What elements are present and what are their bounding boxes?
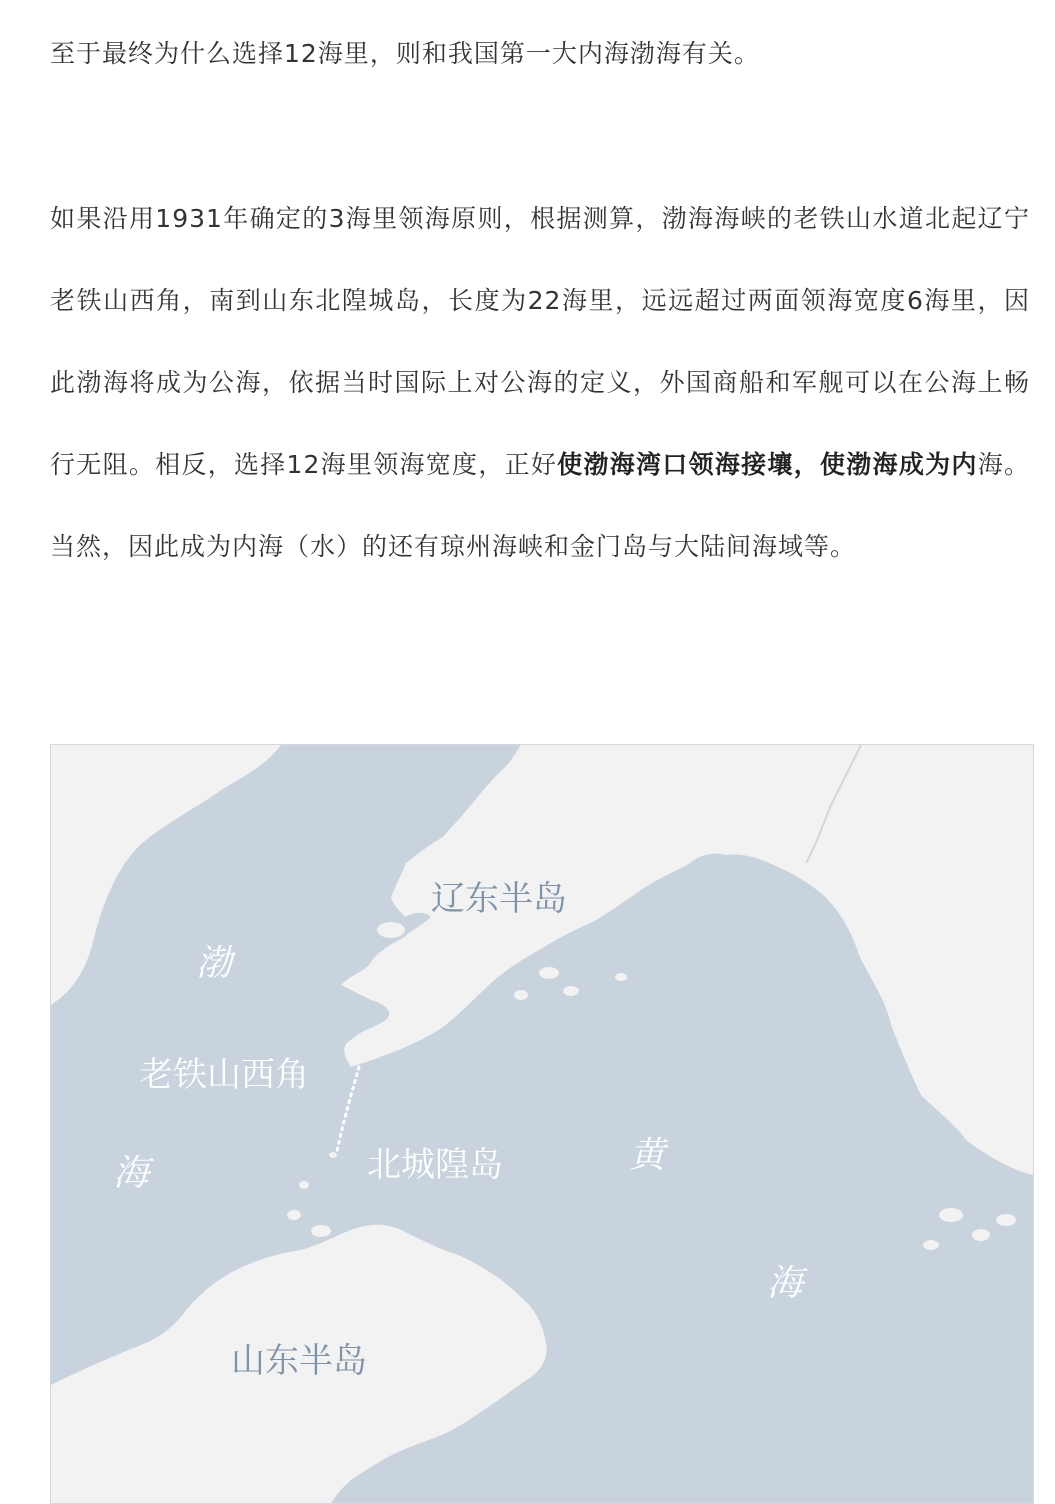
- paragraph-bold-text: 使渤海湾口领海接壤，使渤海成为内: [557, 450, 978, 479]
- label-yellowsea-hai: 海: [767, 1263, 804, 1304]
- label-beichenghuang-island: 北城隍岛: [367, 1145, 503, 1185]
- label-laotieshan-cape: 老铁山西角: [139, 1055, 309, 1095]
- island: [563, 986, 579, 996]
- island: [939, 1208, 963, 1222]
- paragraph-text-part2: 海。当然，因此成为内海（水）的还有琼州海峡和金门岛与大陆间海域等。: [50, 450, 1030, 561]
- island: [972, 1229, 990, 1241]
- label-liaodong-peninsula: 辽东半岛: [431, 879, 567, 919]
- island: [923, 1240, 939, 1250]
- island: [514, 990, 528, 1000]
- island: [539, 967, 559, 979]
- label-bohai-bo: 渤: [196, 943, 233, 984]
- label-bohai-hai: 海: [113, 1153, 150, 1194]
- map-graphic: [51, 745, 1033, 1503]
- island: [299, 1181, 309, 1189]
- label-yellowsea-huang: 黄: [629, 1135, 666, 1176]
- label-shandong-peninsula: 山东半岛: [231, 1341, 367, 1381]
- paragraph-text-part1: 如果沿用1931年确定的3海里领海原则，根据测算，渤海海峡的老铁山水道北起辽宁老铁山西角，南到山东北隍城岛，长度为22海里，远远超过两面领海宽度6海里，因此渤海将成为公海，依据当时国际上对公海的定义，外国商船和军舰可以在公海上畅行无阻。相反，选择12海里领海宽度，正好: [50, 204, 1030, 479]
- island: [311, 1225, 331, 1237]
- island: [329, 1152, 337, 1158]
- island: [377, 922, 405, 938]
- paragraph-explanation: [50, 178, 1030, 588]
- island: [615, 973, 627, 981]
- island: [287, 1210, 301, 1220]
- bohai-strait-map: [50, 744, 1034, 1504]
- island: [996, 1214, 1016, 1226]
- paragraph-intro: 至于最终为什么选择12海里，则和我国第一大内海渤海有关。: [50, 39, 760, 68]
